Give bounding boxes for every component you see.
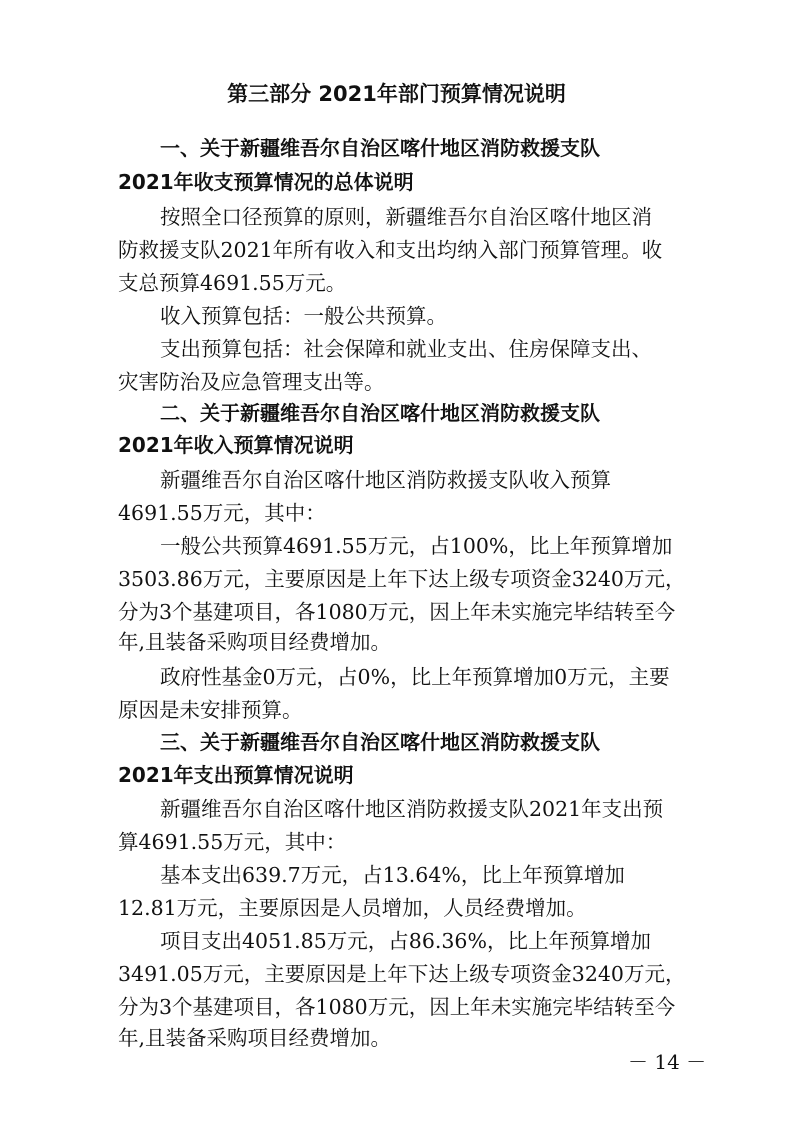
section-1-para-1-line-2: 防救援支队2021年所有收入和支出均纳入部门预算管理。收 [118, 238, 663, 262]
section-3-para-2-line-1: 基本支出639.7万元，占13.64%，比上年预算增加 [160, 863, 625, 887]
section-3-para-3-line-1: 项目支出4051.85万元，占86.36%，比上年预算增加 [160, 929, 651, 953]
section-2-para-2-line-1: 一般公共预算4691.55万元，占100%，比上年预算增加 [160, 534, 673, 558]
section-1-heading-line-1: 一、关于新疆维吾尔自治区喀什地区消防救援支队 [160, 136, 600, 160]
section-2-para-3-line-2: 原因是未安排预算。 [118, 698, 303, 722]
section-2-para-2-line-4: 年,且装备采购项目经费增加。 [118, 630, 392, 654]
section-3-para-1-line-2: 算4691.55万元，其中： [118, 830, 347, 854]
section-2-heading-line-2: 2021年收入预算情况说明 [118, 433, 354, 457]
section-3-heading-line-2: 2021年支出预算情况说明 [118, 763, 354, 787]
section-1-para-3-line-1: 支出预算包括：社会保障和就业支出、住房保障支出、 [160, 337, 652, 361]
section-3-para-2-line-2: 12.81万元，主要原因是人员增加，人员经费增加。 [118, 896, 587, 920]
section-1-para-3-line-2: 灾害防治及应急管理支出等。 [118, 370, 385, 394]
section-3-para-3-line-4: 年,且装备采购项目经费增加。 [118, 1026, 392, 1050]
section-2-para-1-line-1: 新疆维吾尔自治区喀什地区消防救援支队收入预算 [160, 468, 611, 492]
section-2-para-2-line-3: 分为3个基建项目，各1080万元，因上年未实施完毕结转至今 [118, 600, 676, 624]
section-1-para-1-line-3: 支总预算4691.55万元。 [118, 271, 347, 295]
section-3-heading-line-1: 三、关于新疆维吾尔自治区喀什地区消防救援支队 [160, 730, 600, 754]
page-number: － 14 － [628, 1050, 707, 1074]
section-3-para-1-line-1: 新疆维吾尔自治区喀什地区消防救援支队2021年支出预 [160, 797, 664, 821]
section-3-para-3-line-3: 分为3个基建项目，各1080万元，因上年未实施完毕结转至今 [118, 995, 676, 1019]
section-1-heading-line-2: 2021年收支预算情况的总体说明 [118, 170, 414, 194]
section-2-para-3-line-1: 政府性基金0万元，占0%，比上年预算增加0万元，主要 [160, 665, 670, 689]
section-3-para-3-line-2: 3491.05万元，主要原因是上年下达上级专项资金3240万元， [118, 962, 686, 986]
section-2-heading-line-1: 二、关于新疆维吾尔自治区喀什地区消防救援支队 [160, 401, 600, 425]
section-2-para-2-line-2: 3503.86万元，主要原因是上年下达上级专项资金3240万元， [118, 567, 686, 591]
page-title: 第三部分 2021年部门预算情况说明 [227, 82, 566, 106]
section-1-para-1-line-1: 按照全口径预算的原则，新疆维吾尔自治区喀什地区消 [160, 205, 652, 229]
section-1-para-2-line-1: 收入预算包括：一般公共预算。 [160, 304, 447, 328]
section-2-para-1-line-2: 4691.55万元，其中： [118, 501, 326, 525]
